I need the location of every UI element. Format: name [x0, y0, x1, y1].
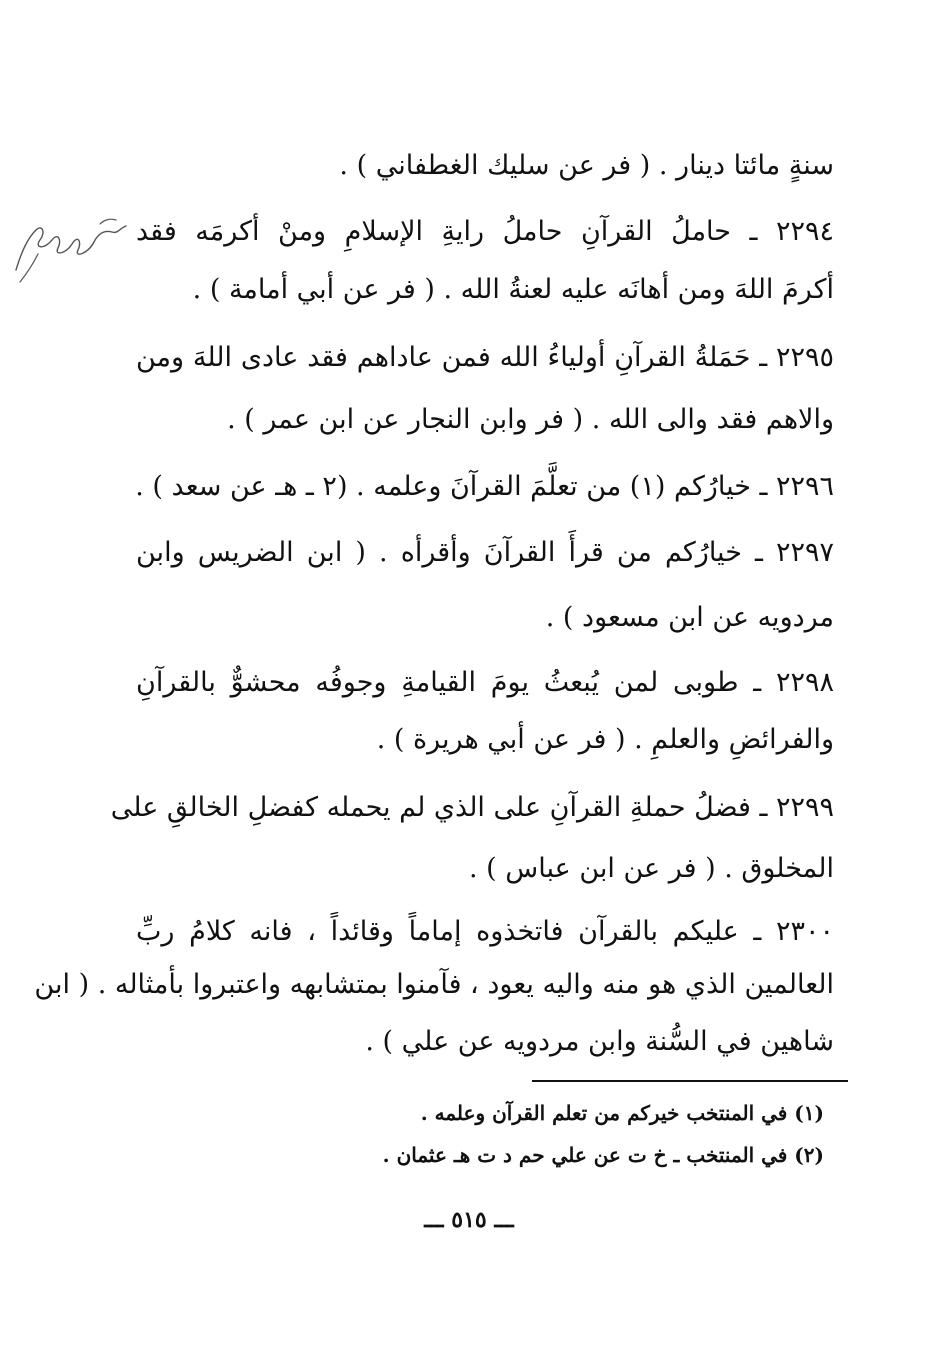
hadith-2300-line-3: شاهين في السُّنة وابن مردويه عن علي ) . [365, 1026, 834, 1057]
handwritten-margin-note [8, 210, 133, 290]
hadith-2297-line-1: ٢٢٩٧ ـ خيارُكم من قرأَ القرآنَ وأقرأه . ( ابن الضريس وابن [136, 537, 834, 568]
hadith-2294-line-2: أكرمَ اللهَ ومن أهانَه عليه لعنةُ الله . ( فر عن أبي أمامة ) . [192, 274, 834, 305]
hadith-2298-line-2: والفرائضِ والعلمِ . ( فر عن أبي هريرة ) . [376, 724, 834, 755]
hadith-2297-line-2: مردويه عن ابن مسعود ) . [545, 602, 834, 633]
text-line-1: سنةٍ مائتا دينار . ( فر عن سليك الغطفاني ) . [339, 150, 834, 181]
hadith-2300-line-2: العالمين الذي هو منه واليه يعود ، فآمنوا بمتشابهه واعتبروا بأمثاله . ( ابن [34, 969, 834, 1000]
hadith-2299-line-2: المخلوق . ( فر عن ابن عباس ) . [469, 853, 834, 884]
footnote-separator [532, 1080, 848, 1082]
hadith-2295-line-1: ٢٢٩٥ ـ حَمَلةُ القرآنِ أولياءُ الله فمن عاداهم فقد عادى اللهَ ومن [136, 342, 834, 373]
page-number: ـــ ٥١٥ ـــ [424, 1207, 514, 1233]
hadith-2298-line-1: ٢٢٩٨ ـ طوبى لمن يُبعثُ يومَ القيامةِ وجوفُه محشوٌّ بالقرآنِ [136, 667, 834, 698]
hadith-2294-line-1: ٢٢٩٤ ـ حاملُ القرآنِ حاملُ رايةِ الإسلامِ ومنْ أكرمَه فقد [136, 216, 834, 247]
hadith-2296-line: ٢٢٩٦ ـ خيارُكم (١) من تعلَّمَ القرآنَ وعلمه . (٢ ـ هـ عن سعد ) . [135, 471, 834, 502]
hadith-2295-line-2: والاهم فقد والى الله . ( فر وابن النجار عن ابن عمر ) . [227, 404, 834, 435]
hadith-2300-line-1: ٢٣٠٠ ـ عليكم بالقرآن فاتخذوه إماماً وقائداً ، فانه كلامُ ربِّ [136, 916, 834, 947]
footnote-1: (١) في المنتخب خيركم من تعلم القرآن وعلمه . [420, 1101, 824, 1125]
footnote-2: (٢) في المنتخب ـ خ ت عن علي حم د ت هـ عثمان . [382, 1143, 824, 1167]
hadith-2299-line-1: ٢٢٩٩ ـ فضلُ حملةِ القرآنِ على الذي لم يحمله كفضلِ الخالقِ على [110, 792, 834, 823]
